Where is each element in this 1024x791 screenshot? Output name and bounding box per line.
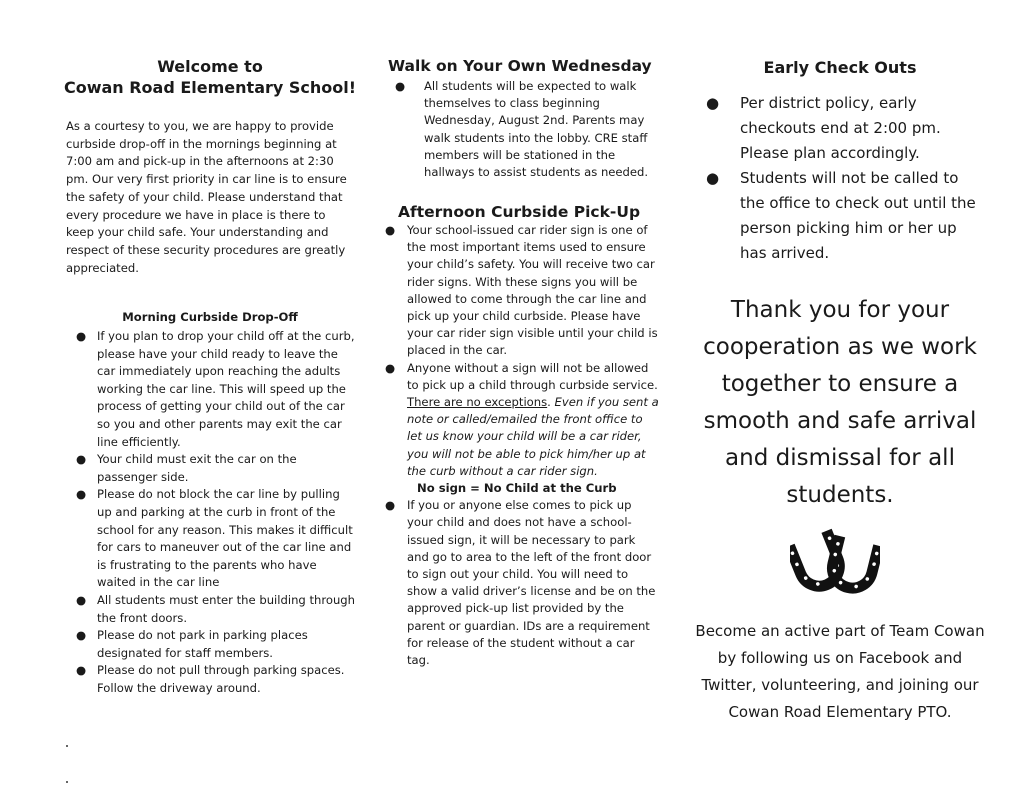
bullet-icon: ● [706, 169, 720, 187]
list-item: ● All students must enter the building through the front doors. [76, 592, 356, 625]
early-checkouts-heading: Early Check Outs [763, 58, 917, 77]
list-item: ● Per district policy, early checkouts end at 2:00 pm. Please plan accordingly. [706, 91, 986, 166]
bullet-icon: ● [706, 94, 720, 112]
bullet-icon: ● [76, 452, 87, 467]
list-item: ● If you plan to drop your child off at the curb, please have your child ready to leave the car immediately upon reaching the adults working the car line. This will speed up the process of getting your child out of the car so you and other parents may exit the car line efficiently. [76, 329, 355, 449]
bullet-icon: ● [76, 663, 87, 678]
welcome-heading-line2: Cowan Road Elementary School! [63, 78, 357, 97]
intro-paragraph: As a courtesy to you, we are happy to provide curbside drop-off in the mornings beginning at 7:00 am and pick-up in the afternoons at 2:30 pm. Our very first priority in car line is to ensure the safety of your child. Please understand that every procedure we have in place is there to keep your child safe. Your understanding and respect of these security procedures are greatly appreciated. [66, 119, 347, 275]
horseshoes-icon [790, 528, 880, 604]
follow-us-message: Become an active part of Team Cowan by following us on Facebook and Twitter, volunteering, and joining our Cowan Road Elementary PTO. [695, 622, 985, 721]
no-exceptions-text: There are no exceptions [407, 395, 548, 410]
bullet-icon: ● [385, 223, 396, 237]
no-sign-rule: No sign = No Child at the Curb [417, 481, 617, 496]
list-item: ● All students will be expected to walk themselves to class beginning Wednesday, August 2nd. Parents may walk students into the lobby. CRE staff members will be stationed in the hallways to assist students as needed. [395, 79, 649, 180]
speck-mark [66, 781, 68, 783]
note-italic-text: Even if you sent a note or called/emailed the front office to let us know your child will be a car rider, you will not be able to pick him/her up at the curb without a car rider sign. [407, 395, 659, 478]
speck-mark [66, 745, 68, 747]
morning-dropoff-heading: Morning Curbside Drop-Off [122, 310, 298, 324]
early-checkouts-list [706, 91, 986, 266]
list-item: ● Students will not be called to the office to check out until the person picking him or her up has arrived. [706, 166, 986, 266]
afternoon-pickup-list [385, 222, 660, 669]
list-item: ● Please do not park in parking places designated for staff members. [76, 628, 308, 660]
bullet-icon: ● [76, 628, 87, 643]
walk-wednesday-heading: Walk on Your Own Wednesday [388, 57, 652, 75]
list-item: ● Your school-issued car rider sign is one of the most important items used to ensure your child’s safety. You will receive two car rider signs. With these signs you will be allowed to come through the car line and pick up your child curbside. Please have your car rider sign visible until your child is placed in the car. [385, 223, 658, 358]
list-item: ● Please do not block the car line by pulling up and parking at the curb in front of the school for any reason. This makes it difficult for cars to maneuver out of the car line and is frustrating to the parents who have waited in the car line [76, 487, 353, 590]
thank-you-message: Thank you for your cooperation as we work together to ensure a smooth and safe arrival and dismissal for all students. [703, 297, 977, 508]
walk-wednesday-list [395, 78, 660, 181]
bullet-icon: ● [76, 487, 87, 502]
list-item: ● Anyone without a sign will not be allowed to pick up a child through curbside service. There are no exceptions. Even if you sent a note or called/emailed the front office to let us know your child will be a car rider, you will not be able to pick him/her up at the curb without a car rider sign. No sign = No Child at the Curb [385, 360, 660, 498]
bullet-icon: ● [76, 329, 87, 343]
list-item: ● Please do not pull through parking spaces. Follow the driveway around. [76, 663, 345, 695]
morning-dropoff-list [76, 328, 356, 697]
afternoon-pickup-heading: Afternoon Curbside Pick-Up [398, 203, 641, 221]
bullet-icon: ● [395, 79, 406, 93]
welcome-heading [60, 56, 360, 98]
list-item: ● If you or anyone else comes to pick up your child and does not have a school-issued sign, it will be necessary to park and go to area to the left of the front door to sign out your child. You will need to show a valid driver’s license and be on the approved pick-up list provided by the parent or guardian. IDs are a requirement for release of the student without a car tag. [385, 498, 656, 668]
welcome-heading-line1: Welcome to [157, 57, 263, 76]
bullet-icon: ● [385, 360, 396, 375]
list-item: ● Your child must exit the car on the passenger side. [76, 452, 297, 484]
bullet-icon: ● [76, 592, 87, 607]
bullet-icon: ● [385, 498, 396, 513]
